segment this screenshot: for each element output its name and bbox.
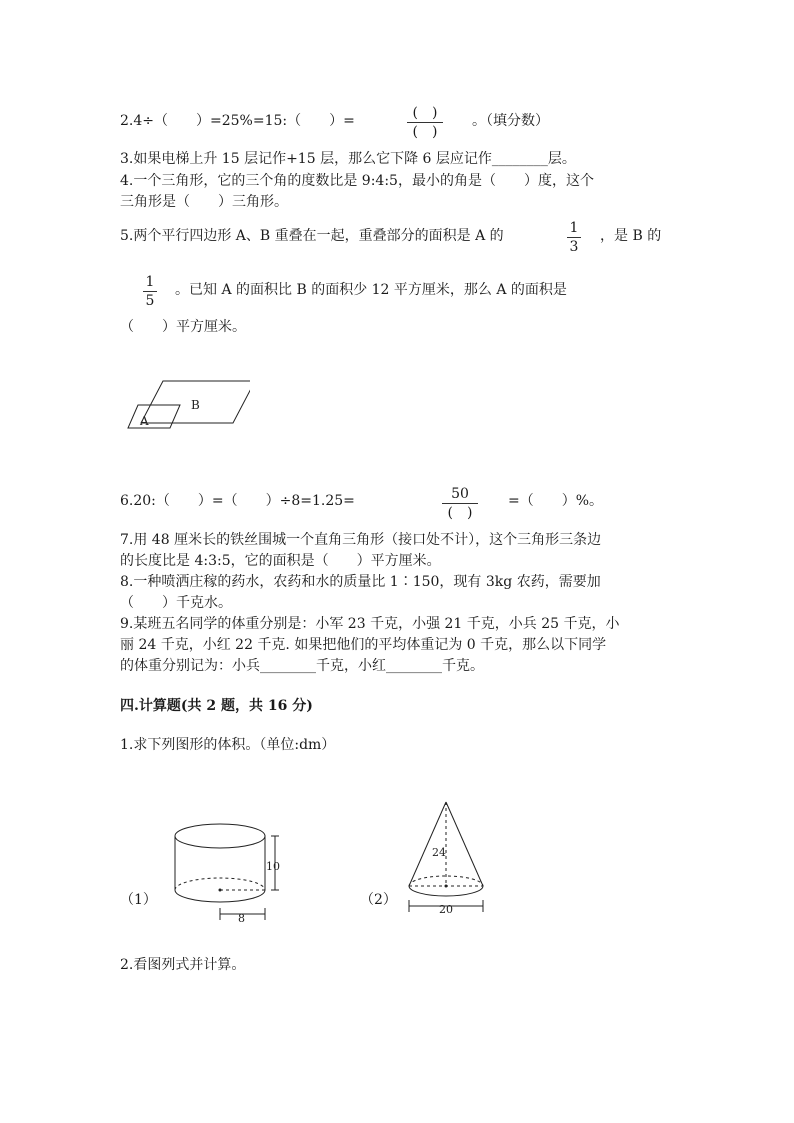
calc-question-2: 2.看图列式并计算。	[120, 957, 246, 973]
q2-fraction-numerator: ( )	[412, 105, 438, 121]
q9-line3: 的体重分别记为：小兵________千克，小红________千克。	[120, 658, 484, 674]
figure-2-label: （2）	[360, 892, 397, 908]
cylinder-bottom-front	[175, 890, 265, 902]
q4-line2: 三角形是（ ）三角形。	[120, 194, 288, 210]
q5-fraction-one-fifth	[130, 274, 170, 309]
fraction-bar	[143, 291, 157, 292]
fraction-bar	[407, 122, 443, 123]
q5-frac2-denominator: 5	[145, 293, 155, 309]
q6-text-before: 6.20:（ ）=（ ）÷8=1.25=	[120, 493, 355, 509]
parallelogram-figure	[120, 370, 250, 436]
figure-1-label: （1）	[120, 892, 157, 908]
q5-frac2-numerator: 1	[145, 274, 155, 290]
q6-fraction-numerator: 50	[451, 486, 469, 502]
label-b: B	[191, 398, 200, 412]
q3-text: 3.如果电梯上升 15 层记作+15 层，那么它下降 6 层应记作________层。	[120, 151, 576, 167]
cylinder-figure	[165, 818, 285, 928]
q6-fraction	[440, 486, 480, 521]
q9-line2: 丽 24 千克，小红 22 千克. 如果把他们的平均体重记为 0 千克，那么以下同学	[120, 637, 607, 653]
cylinder-bottom-back	[175, 878, 265, 890]
cone-figure	[400, 798, 495, 920]
q9-line1: 9.某班五名同学的体重分别是：小军 23 千克，小强 21 千克，小兵 25 千克，小	[120, 616, 620, 632]
q5-line1-after: ，是 B 的	[600, 228, 662, 244]
q7-line2: 的长度比是 4:3:5，它的面积是（ ）平方厘米。	[120, 553, 441, 569]
section-heading: 四.计算题(共 2 题，共 16 分)	[120, 698, 313, 714]
q5-line1-before: 5.两个平行四边形 A、B 重叠在一起，重叠部分的面积是 A 的	[120, 228, 504, 244]
q6-text-after: =（ ）%。	[508, 493, 604, 509]
q8-line2: （ ）千克水。	[120, 595, 232, 611]
cone-diameter-label: 20	[439, 903, 453, 916]
q5-frac1-numerator: 1	[569, 220, 579, 236]
q2-fraction	[405, 105, 445, 140]
q2-text-after: 。（填分数）	[472, 113, 549, 129]
cone-right-edge	[446, 802, 483, 886]
fraction-bar	[442, 503, 478, 504]
fraction-bar	[567, 237, 581, 238]
q6-fraction-denominator: ( )	[447, 505, 473, 521]
cylinder-center-dot	[219, 889, 222, 892]
q4-line1: 4.一个三角形，它的三个角的度数比是 9:4:5，最小的角是（ ）度，这个	[120, 173, 594, 189]
cone-height-label: 24	[432, 846, 446, 859]
cylinder-top	[175, 824, 265, 848]
parallelogram-a	[128, 405, 180, 428]
q7-line1: 7.用 48 厘米长的铁丝围城一个直角三角形（接口处不计），这个三角形三条边	[120, 532, 602, 548]
q2-fraction-denominator: ( )	[412, 124, 438, 140]
label-a: A	[140, 414, 149, 428]
q5-frac1-denominator: 3	[569, 239, 579, 255]
q5-line2: 。已知 A 的面积比 B 的面积少 12 平方厘米，那么 A 的面积是	[175, 282, 567, 298]
q5-line3: （ ）平方厘米。	[120, 319, 246, 335]
cylinder-radius-label: 8	[238, 912, 245, 925]
q5-fraction-one-third	[554, 220, 594, 255]
cone-center-dot	[445, 885, 448, 888]
cylinder-height-label: 10	[266, 860, 280, 873]
q2-text-before: 2.4÷（ ）=25%=15:（ ）=	[120, 113, 355, 129]
calc-question-1: 1.求下列图形的体积。（单位:dm）	[120, 737, 336, 753]
cone-left-edge	[409, 802, 446, 886]
q8-line1: 8.一种喷洒庄稼的药水，农药和水的质量比 1∶150，现有 3kg 农药，需要加	[120, 574, 601, 590]
